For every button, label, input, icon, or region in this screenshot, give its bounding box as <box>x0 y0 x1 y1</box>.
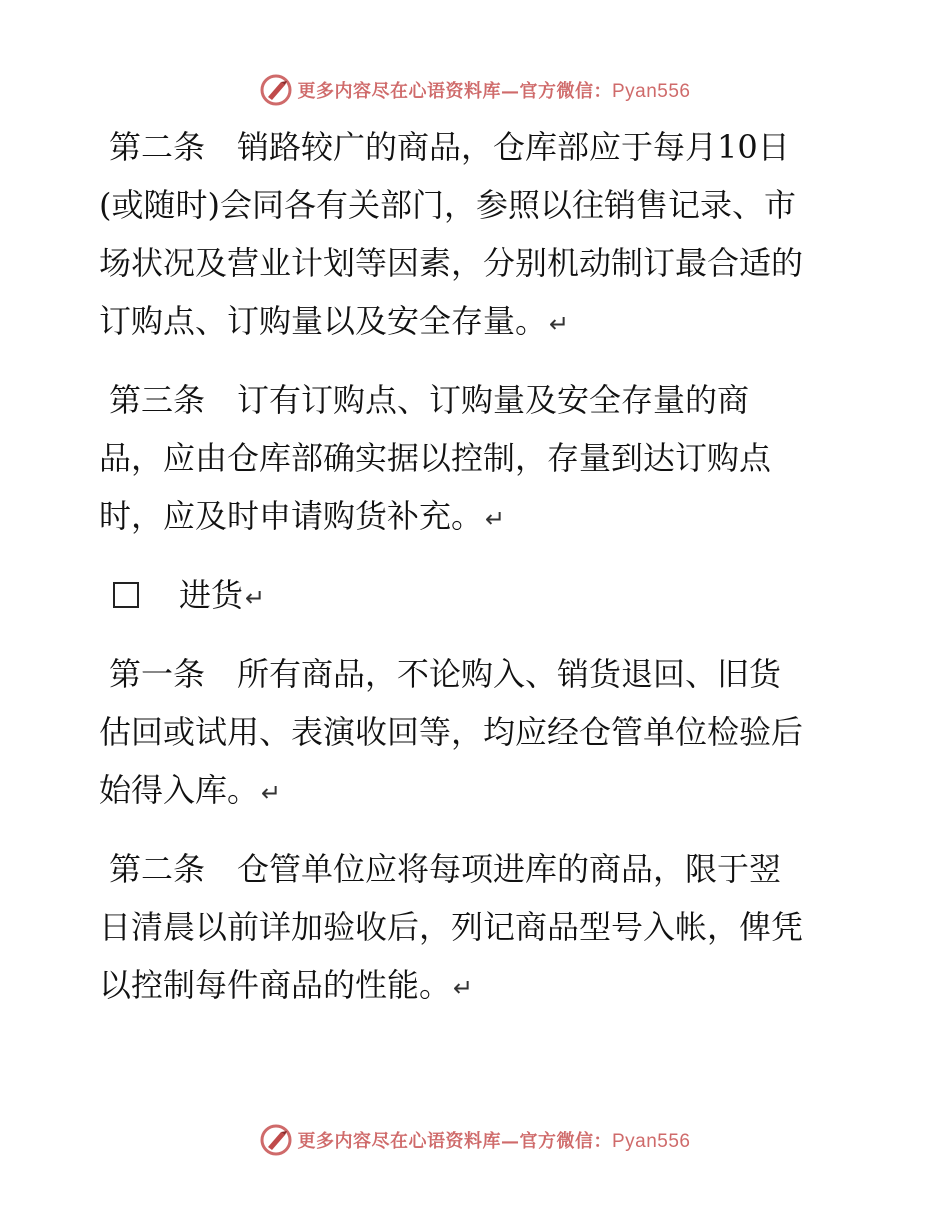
article-paragraph <box>99 645 859 822</box>
checkbox-icon <box>113 582 139 608</box>
text-line: (或随时)会同各有关部门，参照以往销售记录、市 <box>99 186 796 224</box>
footer-banner <box>0 1120 950 1160</box>
document-body <box>99 118 859 1035</box>
article-paragraph <box>99 371 859 548</box>
text-line: 第二条 销路较广的商品，仓库部应于每月10日 <box>109 128 790 166</box>
paragraph-mark-icon: ↵ <box>261 779 282 807</box>
article-paragraph <box>99 118 859 353</box>
text-line: 第一条 所有商品，不论购入、销货退回、旧货 <box>109 655 782 693</box>
text-line: 始得入库。 <box>99 771 260 809</box>
heading-text: 进货 <box>179 576 244 614</box>
text-line: 场状况及营业计划等因素，分别机动制订最合适的 <box>99 244 804 282</box>
paragraph-mark-icon: ↵ <box>549 310 570 338</box>
text-line: 订购点、订购量以及安全存量。 <box>99 302 548 340</box>
banner-text: 更多内容尽在心语资料库—官方微信：Pyan556 <box>297 1131 691 1152</box>
text-line: 估回或试用、表演收回等，均应经仓管单位检验后 <box>99 713 804 751</box>
text-line: 以控制每件商品的性能。 <box>99 966 452 1004</box>
header-banner <box>0 70 950 110</box>
text-line: 第二条 仓管单位应将每项进库的商品，限于翌 <box>109 850 782 888</box>
article-paragraph <box>99 840 859 1017</box>
paragraph-mark-icon: ↵ <box>245 584 266 612</box>
paragraph-mark-icon: ↵ <box>453 974 474 1002</box>
section-heading <box>99 566 859 627</box>
banner-text: 更多内容尽在心语资料库—官方微信：Pyan556 <box>297 81 691 102</box>
pen-logo-icon <box>259 1123 293 1157</box>
text-line: 第三条 订有订购点、订购量及安全存量的商 <box>109 381 750 419</box>
text-line: 时，应及时申请购货补充。 <box>99 497 484 535</box>
text-line: 品，应由仓库部确实据以控制，存量到达订购点 <box>99 439 772 477</box>
pen-logo-icon <box>259 73 293 107</box>
paragraph-mark-icon: ↵ <box>485 505 506 533</box>
text-line: 日清晨以前详加验收后，列记商品型号入帐，俾凭 <box>99 908 804 946</box>
